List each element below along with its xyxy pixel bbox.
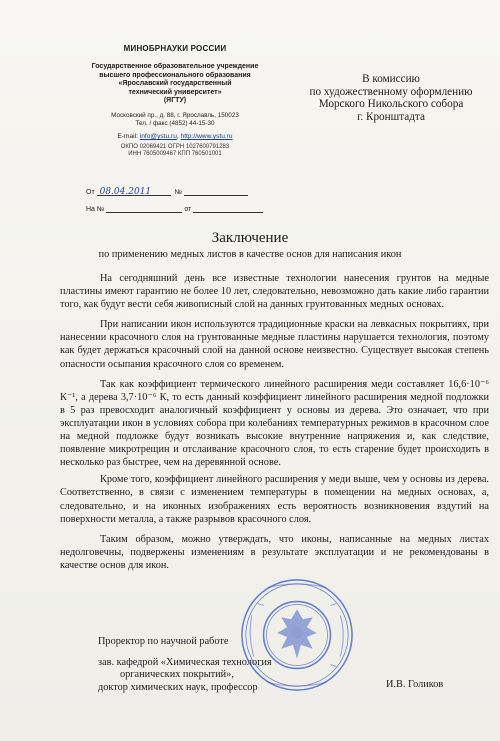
signatory-position: органических покрытий», xyxy=(120,669,234,681)
organization-name xyxy=(70,63,280,106)
addressee-line: по художественному оформлению xyxy=(309,85,473,98)
body-paragraph: Так как коэффициент термического линейного расширения меди составляет 16,6·10⁻⁶ К⁻¹, а дерева 3,7·10⁻⁶ К, то есть данный коэффициент линейного расширения медной подложки в 5 раз превосходит аналогичный коэффициент у основы из дерева. Это означает, что при эксплуатации икон в условиях собора при колебаниях температурных режимов в красочном слое на медной подложке будут возникать высокие внутренние напряжения и, как следствие, появление микротрещин и отслаивание красочного слоя, то есть старение будет происходить в несколько раз быстрее, чем на деревянной основе. xyxy=(60,378,489,469)
body-paragraph: При написании икон используются традиционные краски на левкасных покрытиях, при нанесении красочного слоя на грунтованные медные пластины нарушается технология, поэтому как будет держаться красочный слой на данной основе неизвестно. Существует высокая степень опасности осыпания красочного слоя со временем. xyxy=(60,319,489,370)
signature-block xyxy=(98,636,272,694)
ref-number-field xyxy=(106,204,182,213)
codes-line: ОКПО 02069421 ОГРН 1027600791283 xyxy=(120,143,230,150)
org-line: высшего профессионального образования xyxy=(99,71,251,79)
codes-line: ИНН 7605009467 КПП 760501001 xyxy=(128,151,222,158)
address-line: Московский пр., д. 88, г. Ярославль, 150023 xyxy=(111,111,239,119)
registration-codes xyxy=(70,144,280,159)
ref-from-label: от xyxy=(184,206,192,213)
signatory-position: Проректор по научной работе xyxy=(98,636,229,647)
postal-address xyxy=(70,112,280,128)
addressee-line: г. Кронштадта xyxy=(357,110,425,123)
outgoing-number-line xyxy=(86,187,248,196)
ref-label: На № xyxy=(86,206,105,213)
signatory-name: И.В. Голиков xyxy=(386,679,444,690)
from-label: От xyxy=(86,189,95,196)
org-line: (ЯГТУ) xyxy=(163,97,187,105)
org-line: технический университет» xyxy=(128,88,222,96)
email-link[interactable]: info@ystu.ru xyxy=(139,132,177,140)
body-paragraph: Кроме того, коэффициент линейного расширения у меди выше, чем у основы из дерева. Соответственно, в связи с изменением температуры в помещении на медных основах, а, следовательно, и на иконных изображениях есть вероятность возникновения вздутий на поверхности металла, а также разрывов красочного слоя. xyxy=(60,474,489,525)
signatory-degree: доктор химических наук, профессор xyxy=(98,681,258,693)
ministry-name: МИНОБРНАУКИ РОССИИ xyxy=(123,44,227,53)
contacts: E-mail: info@ystu.ru, http://www.ystu.ru xyxy=(117,132,233,140)
reference-line xyxy=(86,204,263,213)
body-paragraph: На сегодняшний день все известные технологии нанесения грунтов на медные пластины имеют гарантию не более 10 лет, следовательно, невозможно дать какие либо гарантии того, как будут вести себя живописный слой на данных грунтованных медных основах. xyxy=(60,273,489,311)
document-subtitle: по применению медных листов в качестве основ для написания икон xyxy=(98,249,402,260)
ref-date-field xyxy=(193,204,263,213)
signatory-position: зав. кафедрой «Химическая технология xyxy=(98,656,272,668)
letterhead xyxy=(70,44,280,159)
body-paragraph: Таким образом, можно утверждать, что иконы, написанные на медных листах недолговечны, подвержены изменениям в результате эксплуатации и не рекомендованы в качестве основ для икон. xyxy=(60,533,489,571)
org-line: Государственное образовательное учреждение xyxy=(91,63,259,70)
addressee-line: В комиссию xyxy=(362,73,420,85)
number-label: № xyxy=(174,189,183,196)
document-body xyxy=(60,272,489,579)
addressee-line: Морского Никольского собора xyxy=(318,98,464,110)
handwritten-date: 08.04.2011 xyxy=(99,187,152,197)
addressee-block xyxy=(296,73,486,123)
date-field xyxy=(97,187,171,196)
email-label: E-mail: xyxy=(117,132,138,140)
website-link[interactable]: http://www.ystu.ru xyxy=(180,132,233,140)
number-field xyxy=(184,187,248,196)
org-line: «Ярославский государственный xyxy=(118,80,232,88)
phone-line: Тел. / факс (4852) 44-15-30 xyxy=(135,119,215,127)
document-title: Заключение xyxy=(211,230,289,246)
